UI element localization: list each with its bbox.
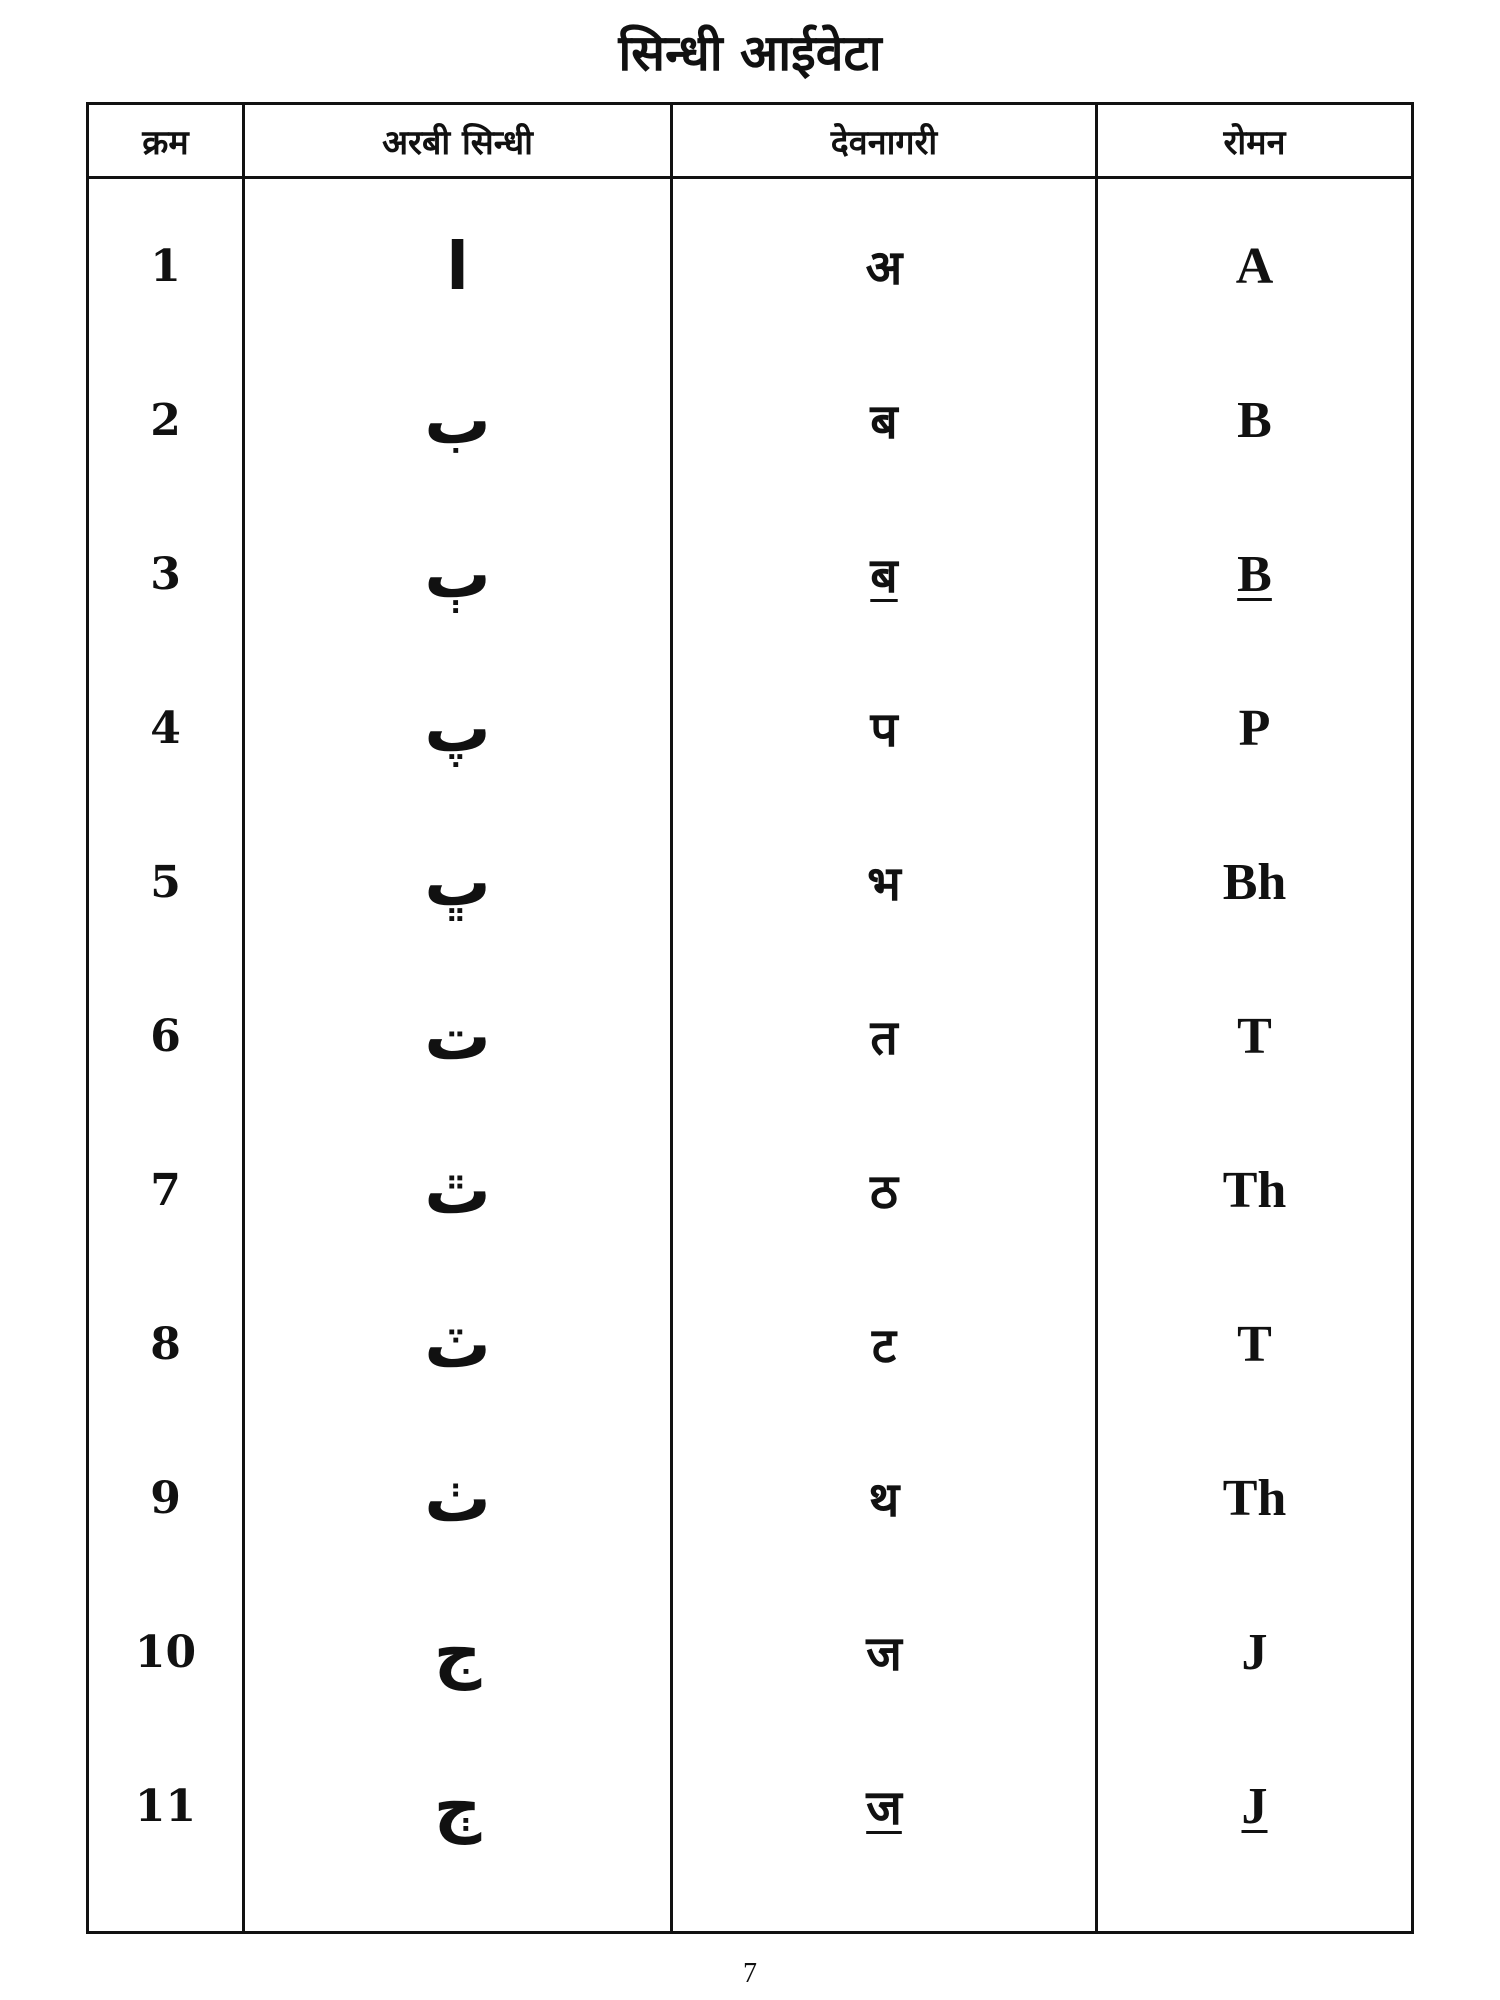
table-header	[89, 105, 1411, 179]
devanagari-letter: ट	[871, 1317, 897, 1374]
row-number: 8	[150, 1319, 181, 1370]
arabic-letter: پ	[424, 689, 491, 767]
devanagari-letter: ज	[866, 1625, 902, 1682]
devanagari-letter	[673, 1729, 1095, 1883]
roman-letter: T	[1237, 1007, 1272, 1065]
alphabet-table	[86, 102, 1414, 1934]
row-number: 5	[150, 857, 181, 908]
header-serial: क्रम	[142, 122, 189, 163]
row-number: 2	[150, 395, 181, 446]
arabic-letter: ب	[424, 381, 491, 459]
devanagari-letter	[673, 497, 1095, 651]
table-row	[89, 189, 1411, 343]
roman-letter: J	[1241, 1623, 1268, 1681]
row-number: 7	[150, 1165, 181, 1216]
table-row	[89, 1267, 1411, 1421]
table-row	[89, 805, 1411, 959]
row-number: 11	[134, 1781, 197, 1832]
row-number: 10	[134, 1627, 197, 1678]
table-row	[89, 1113, 1411, 1267]
table-row	[89, 651, 1411, 805]
arabic-letter: ٿ	[424, 1151, 491, 1229]
roman-letter: T	[1237, 1315, 1272, 1373]
table-row	[89, 1729, 1411, 1883]
roman-letter	[1098, 1729, 1411, 1883]
devanagari-letter-underlined: ज	[866, 1779, 902, 1836]
arabic-letter: ٽ	[424, 1305, 491, 1383]
roman-letter: A	[1235, 237, 1274, 295]
table-row	[89, 1575, 1411, 1729]
devanagari-letter: त	[870, 1009, 898, 1066]
arabic-letter: ا	[446, 227, 469, 305]
arabic-letter: ڄ	[433, 1767, 482, 1845]
table-row	[89, 343, 1411, 497]
devanagari-letter: ब	[870, 393, 898, 450]
roman-letter-underlined: J	[1241, 1777, 1268, 1835]
table-row	[89, 497, 1411, 651]
devanagari-letter-underlined: ब	[870, 547, 898, 604]
arabic-letter: ج	[433, 1613, 482, 1691]
devanagari-letter: थ	[868, 1471, 900, 1528]
row-number: 3	[150, 549, 181, 600]
table-row	[89, 959, 1411, 1113]
devanagari-letter: ठ	[870, 1163, 898, 1220]
header-devanagari: देवनागरी	[830, 122, 938, 163]
arabic-letter: ٻ	[424, 535, 491, 613]
row-number: 1	[150, 241, 181, 292]
roman-letter: Bh	[1222, 853, 1287, 911]
header-arabic-sindhi: अरबी सिन्धी	[382, 122, 533, 163]
table-row	[89, 1421, 1411, 1575]
row-number: 9	[150, 1473, 181, 1524]
row-number: 4	[150, 703, 181, 754]
devanagari-letter: भ	[867, 855, 901, 912]
roman-letter: B	[1237, 391, 1272, 449]
arabic-letter: ت	[424, 997, 491, 1075]
devanagari-letter: अ	[865, 239, 903, 296]
row-number: 6	[150, 1011, 181, 1062]
roman-letter: P	[1238, 699, 1271, 757]
roman-letter: Th	[1222, 1469, 1287, 1527]
arabic-letter: ڀ	[424, 843, 491, 921]
roman-letter-underlined: B	[1237, 545, 1272, 603]
devanagari-letter: प	[870, 701, 898, 758]
roman-letter: Th	[1222, 1161, 1287, 1219]
arabic-letter: ٺ	[424, 1459, 491, 1537]
roman-letter	[1098, 497, 1411, 651]
header-roman: रोमन	[1223, 122, 1286, 163]
page-title: सिन्धी आईवेटा	[618, 24, 882, 82]
page-number: 7	[743, 1958, 757, 1989]
table-body	[89, 179, 1411, 1931]
